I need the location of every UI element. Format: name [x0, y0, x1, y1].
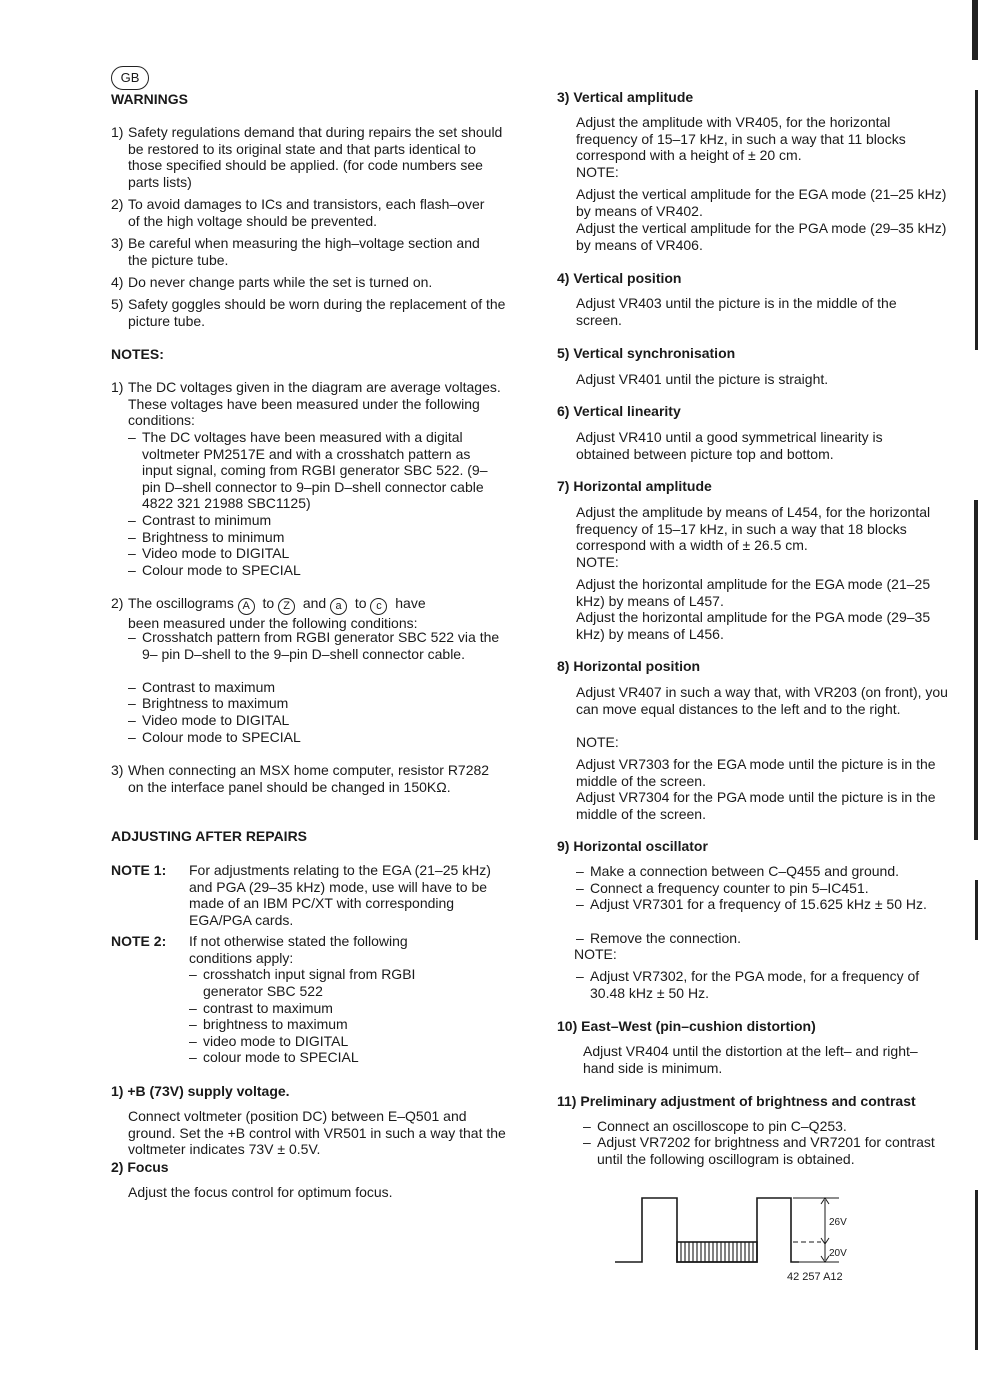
section-3-text: Adjust the vertical amplitude for the EGA mode (21–25 kHz) by means of VR402.: [576, 186, 947, 219]
section-11-item: – Connect an oscilloscope to pin C–Q253.: [583, 1118, 847, 1134]
oscillogram-hatch: [681, 1242, 753, 1262]
note-2-sub-item: – colour mode to SPECIAL: [189, 1049, 359, 1065]
section-9-title: 9) Horizontal oscillator: [557, 838, 708, 854]
section-4-title: 4) Vertical position: [557, 270, 682, 286]
oscillogram-label-icon: a: [330, 598, 347, 615]
warning-item: 1) Safety regulations demand that during repairs the set should be restored to its original state and that parts identical to those specified should be applied. (for code numbers see parts lists): [111, 124, 503, 190]
note-2-sub-item: – Video mode to DIGITAL: [128, 712, 290, 728]
section-7-text: Adjust the horizontal amplitude for the EGA mode (21–25 kHz) by means of L457.: [576, 576, 931, 609]
label-20v: 20V: [829, 1248, 847, 1259]
section-3-text: Adjust the vertical amplitude for the PGA mode (29–35 kHz) by means of VR406.: [576, 220, 947, 253]
notes-title: NOTES:: [111, 346, 164, 362]
warning-item: 3) Be careful when measuring the high–voltage section and the picture tube.: [111, 235, 480, 268]
section-9-item: – Adjust VR7302, for the PGA mode, for a frequency of 30.48 kHz ± 50 Hz.: [576, 968, 920, 1001]
note-2-label: NOTE 2:: [111, 933, 167, 949]
section-10-title: 10) East–West (pin–cushion distortion): [557, 1018, 816, 1034]
section-9-item: – Remove the connection.: [576, 930, 741, 946]
oscillogram-figure: [615, 1192, 855, 1272]
section-5-title: 5) Vertical synchronisation: [557, 345, 736, 361]
note-item-2: 2) The oscillograms A to Z and a to c have been measured under the following conditions:: [111, 595, 426, 631]
section-9-item: – Make a connection between C–Q455 and ground.: [576, 863, 899, 879]
section-11-title: 11) Preliminary adjustment of brightness and contrast: [557, 1093, 916, 1109]
note-item-1: 1) The DC voltages given in the diagram are average voltages. These voltages have been measured under the following conditions:: [111, 379, 501, 429]
note-1-sub-item: – Video mode to DIGITAL: [128, 545, 290, 561]
note-2-sub-item: – Crosshatch pattern from RGBI generator SBC 522 via the 9– pin D–shell to the 9–pin D–shell connector cable.: [128, 629, 500, 662]
scan-edge-mark: [975, 880, 978, 940]
section-6-text: Adjust VR410 until a good symmetrical linearity is obtained between picture top and bottom.: [576, 429, 883, 462]
note-2-sub-item: – crosshatch input signal from RGBI generator SBC 522: [189, 966, 416, 999]
note-1-text: For adjustments relating to the EGA (21–25 kHz) and PGA (29–35 kHz) mode, use will have to be made of an IBM PC/XT with corresponding EGA/PGA cards.: [189, 862, 491, 928]
section-9-item: – Adjust VR7301 for a frequency of 15.625 kHz ± 50 Hz.: [576, 896, 927, 912]
oscillogram-label-icon: A: [238, 598, 255, 615]
note-2-sub-item: – video mode to DIGITAL: [189, 1033, 349, 1049]
section-9-note: NOTE:: [574, 946, 617, 962]
section-7-text: Adjust the horizontal amplitude for the PGA mode (29–35 kHz) by means of L456.: [576, 609, 931, 642]
section-2-text: Adjust the focus control for optimum focus.: [128, 1184, 393, 1200]
section-3-title: 3) Vertical amplitude: [557, 89, 694, 105]
section-10-text: Adjust VR404 until the distortion at the left– and right–hand side is minimum.: [583, 1043, 918, 1076]
oscillogram-label-icon: c: [370, 598, 387, 615]
scan-edge-mark: [975, 1190, 978, 1350]
note-2-sub-item: – Contrast to maximum: [128, 679, 276, 695]
language-badge: GB: [111, 66, 149, 90]
section-1-title: 1) +B (73V) supply voltage.: [111, 1083, 290, 1099]
section-2-title: 2) Focus: [111, 1159, 169, 1175]
note-1-sub-item: – Colour mode to SPECIAL: [128, 562, 301, 578]
figure-caption: 42 257 A12: [787, 1271, 843, 1283]
warning-item: 5) Safety goggles should be worn during the replacement of the picture tube.: [111, 296, 506, 329]
section-11-item: – Adjust VR7202 for brightness and VR7201 for contrast until the following oscillogram is obtained.: [583, 1134, 935, 1167]
note-2-sub-item: – brightness to maximum: [189, 1016, 348, 1032]
section-3-text: Adjust the amplitude with VR405, for the horizontal frequency of 15–17 kHz, in such a way that 11 blocks correspond with a height of ± 20 cm.: [576, 114, 906, 164]
section-8-text: Adjust VR407 in such a way that, with VR203 (on front), you can move equal distances to the left and to the right.: [576, 684, 948, 717]
section-7-title: 7) Horizontal amplitude: [557, 478, 712, 494]
adjusting-title: ADJUSTING AFTER REPAIRS: [111, 828, 308, 844]
note-1-sub-item: – The DC voltages have been measured with a digital voltmeter PM2517E and with a crosshatch pattern as input signal, coming from RGBI generator SBC 522. (9–pin D–shell connector to 9–pin D–shell connector cable 4822 321 21988 SBC1125): [128, 429, 488, 512]
section-6-title: 6) Vertical linearity: [557, 403, 681, 419]
scan-edge-mark: [974, 500, 978, 840]
section-8-title: 8) Horizontal position: [557, 658, 701, 674]
oscillogram-label-icon: Z: [278, 598, 295, 615]
note-1-sub-item: – Brightness to minimum: [128, 529, 285, 545]
warnings-title: WARNINGS: [111, 91, 188, 107]
note-2-text: If not otherwise stated the following conditions apply:: [189, 933, 408, 966]
note-1-sub-item: – Contrast to minimum: [128, 512, 272, 528]
section-4-text: Adjust VR403 until the picture is in the middle of the screen.: [576, 295, 897, 328]
section-1-text: Connect voltmeter (position DC) between E–Q501 and ground. Set the +B control with VR501 in such a way that the voltmeter indicates 73V ± 0.5V.: [128, 1108, 506, 1158]
warning-item: 2) To avoid damages to ICs and transistors, each flash–over of the high voltage should be prevented.: [111, 196, 485, 229]
note-2-sub-item: – contrast to maximum: [189, 1000, 333, 1016]
label-26v: 26V: [829, 1217, 847, 1228]
section-8-text: Adjust VR7304 for the PGA mode until the picture is in the middle of the screen.: [576, 789, 936, 822]
note-item-3: 3) When connecting an MSX home computer, resistor R7282 on the interface panel should be changed in 150KΩ.: [111, 762, 490, 795]
note-2-sub-item: – Colour mode to SPECIAL: [128, 729, 301, 745]
note-2-sub-item: – Brightness to maximum: [128, 695, 289, 711]
warning-item: 4) Do never change parts while the set is turned on.: [111, 274, 433, 290]
section-9-item: – Connect a frequency counter to pin 5–IC451.: [576, 880, 869, 896]
section-7-text: Adjust the amplitude by means of L454, for the horizontal frequency of 15–17 kHz, in such a way that 18 blocks correspond with a width of ± 26.5 cm.: [576, 504, 931, 554]
section-5-text: Adjust VR401 until the picture is straight.: [576, 371, 829, 387]
section-7-note: NOTE:: [576, 554, 619, 570]
section-8-text: Adjust VR7303 for the EGA mode until the picture is in the middle of the screen.: [576, 756, 936, 789]
note-1-label: NOTE 1:: [111, 862, 167, 878]
oscillogram-trace: [615, 1198, 799, 1262]
scan-edge-mark: [972, 0, 978, 60]
section-8-note: NOTE:: [576, 734, 619, 750]
scan-edge-mark: [975, 90, 978, 350]
section-3-note: NOTE:: [576, 164, 619, 180]
